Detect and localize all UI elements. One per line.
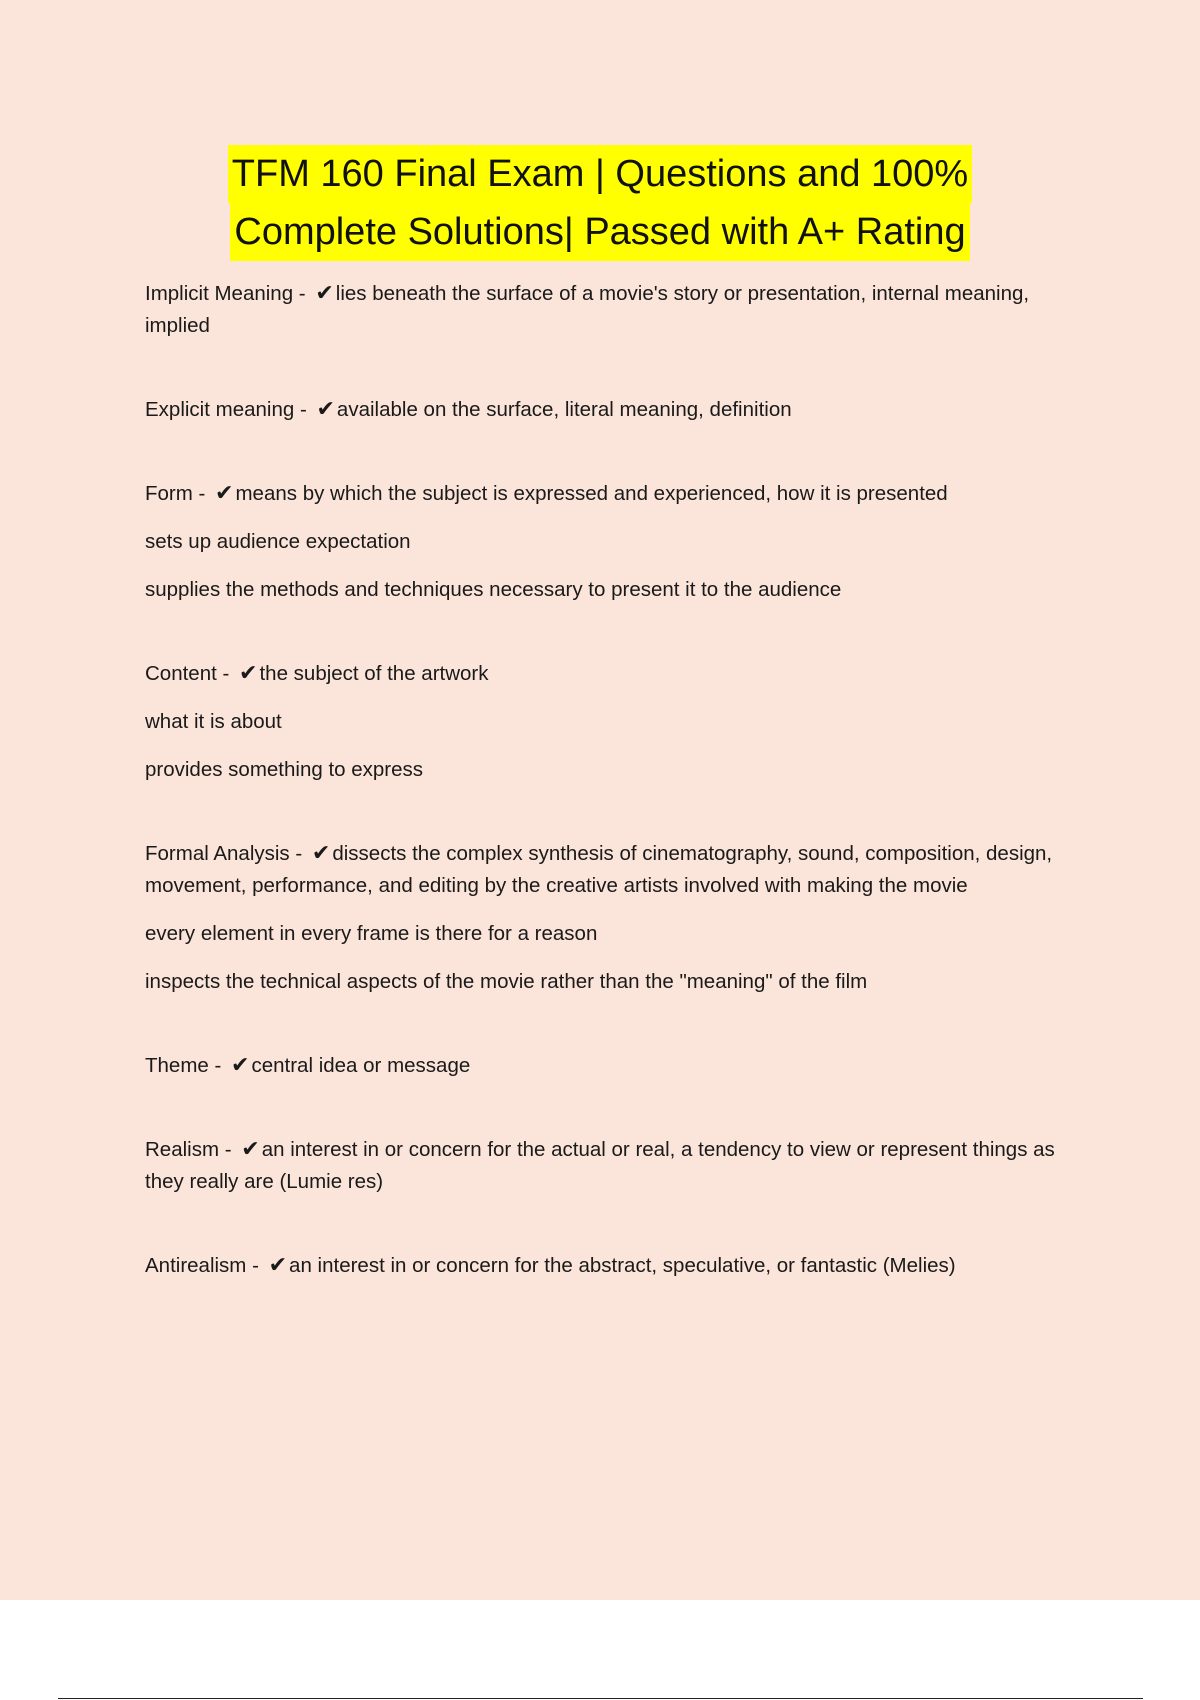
checkmark-icon: ✔ <box>231 1053 250 1078</box>
qa-entry <box>145 838 1065 998</box>
definition-text: an interest in or concern for the actual or real, a tendency to view or represent things as they really are (Lumie res) <box>145 1138 1055 1193</box>
definition-extra-line: sets up audience expectation <box>145 530 411 553</box>
qa-entry <box>145 1250 1065 1282</box>
definition-extra-line: what it is about <box>145 710 282 733</box>
definition-text: an interest in or concern for the abstract, speculative, or fantastic (Melies) <box>289 1254 956 1277</box>
definition-extra-line: every element in every frame is there for a reason <box>145 922 598 945</box>
title-line-2: Complete Solutions| Passed with A+ Rating <box>230 203 969 261</box>
qa-term-line <box>145 658 1065 690</box>
qa-term-line <box>145 1134 1065 1198</box>
checkmark-icon: ✔ <box>239 661 258 686</box>
definition-text: the subject of the artwork <box>259 662 489 685</box>
term-label: Realism - <box>145 1138 238 1161</box>
footer-divider <box>58 1698 1143 1699</box>
qa-entry <box>145 394 1065 426</box>
definition-text: dissects the complex synthesis of cinematography, sound, composition, design, movement, performance, and editing by the creative artists involved with making the movie <box>145 842 1053 897</box>
qa-term-line <box>145 1050 1065 1082</box>
title-line-1: TFM 160 Final Exam | Questions and 100% <box>228 145 972 203</box>
qa-term-line <box>145 394 1065 426</box>
qa-term-line <box>145 1250 1065 1282</box>
checkmark-icon: ✔ <box>241 1137 260 1162</box>
definition-text: lies beneath the surface of a movie's story or presentation, internal meaning, implied <box>145 282 1030 337</box>
term-label: Theme - <box>145 1054 228 1077</box>
qa-entry <box>145 1134 1065 1198</box>
qa-term-line <box>145 478 1065 510</box>
qa-term-line <box>145 278 1065 342</box>
checkmark-icon: ✔ <box>268 1253 288 1278</box>
checkmark-icon: ✔ <box>215 481 234 506</box>
term-label: Form - <box>145 482 212 505</box>
qa-term-line <box>145 838 1065 902</box>
term-label: Explicit meaning - <box>145 398 313 421</box>
term-label: Antirealism - <box>145 1254 265 1277</box>
definition-extra-line: supplies the methods and techniques necessary to present it to the audience <box>145 578 842 601</box>
term-label: Content - <box>145 662 236 685</box>
checkmark-icon: ✔ <box>315 281 334 306</box>
definition-extra-line: provides something to express <box>145 758 424 781</box>
definition-extra-line: inspects the technical aspects of the movie rather than the "meaning" of the film <box>145 970 868 993</box>
qa-entry <box>145 278 1065 342</box>
checkmark-icon: ✔ <box>311 841 331 866</box>
checkmark-icon: ✔ <box>316 397 335 422</box>
definition-text: available on the surface, literal meaning, definition <box>336 398 792 421</box>
definition-text: means by which the subject is expressed and experienced, how it is presented <box>235 482 948 505</box>
term-label: Implicit Meaning - <box>145 282 312 305</box>
qa-entry <box>145 658 1065 786</box>
definition-text: central idea or message <box>251 1054 471 1077</box>
qa-list <box>145 278 1065 1282</box>
document-title <box>0 145 1200 261</box>
qa-entry <box>145 478 1065 606</box>
qa-entry <box>145 1050 1065 1082</box>
term-label: Formal Analysis - <box>145 842 308 865</box>
